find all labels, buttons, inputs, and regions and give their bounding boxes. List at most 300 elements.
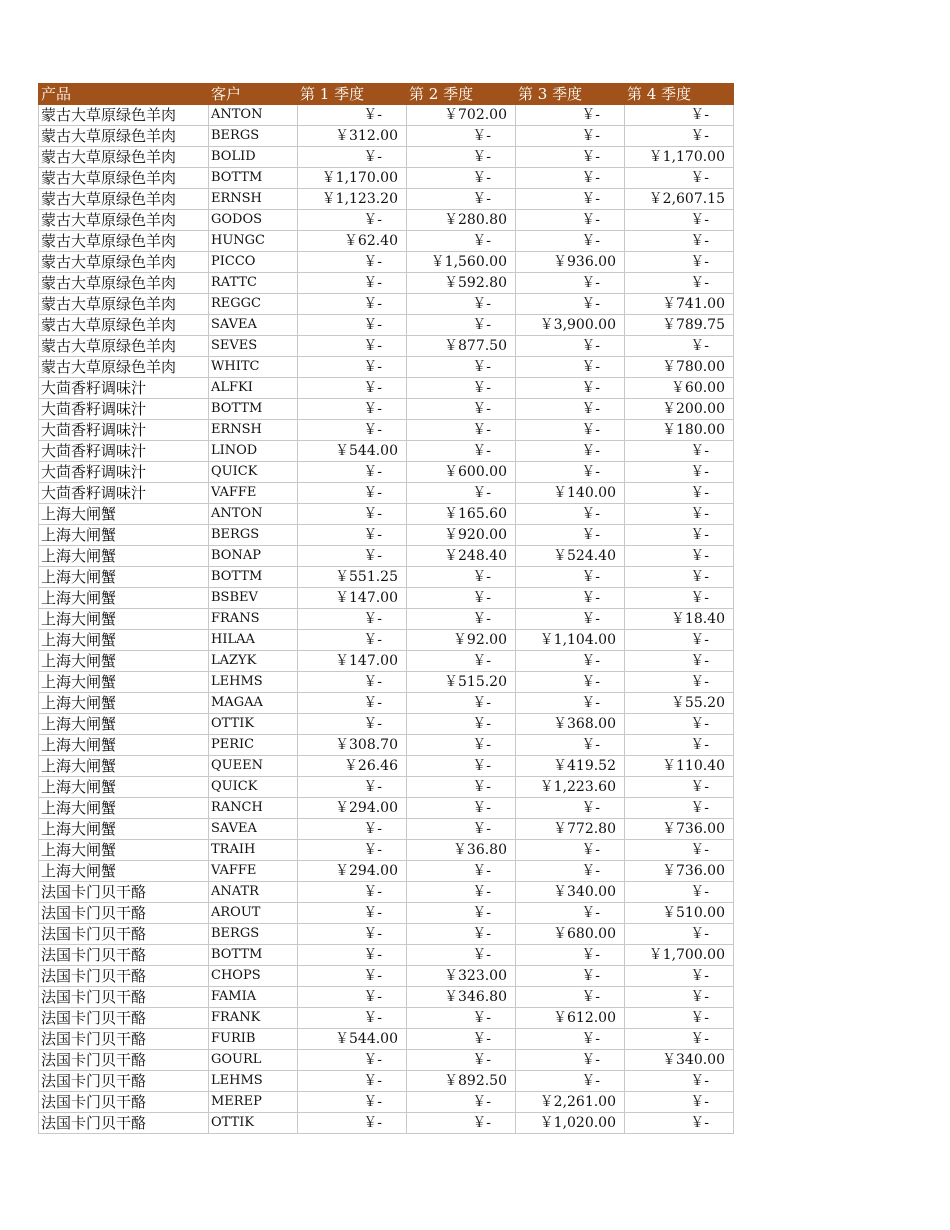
product-cell[interactable]: 法国卡门贝干酪: [39, 1113, 209, 1134]
q2-cell[interactable]: ￥165.60: [407, 504, 516, 525]
q2-cell[interactable]: ￥-: [407, 1113, 516, 1134]
q2-cell[interactable]: ￥248.40: [407, 546, 516, 567]
q1-cell[interactable]: ￥-: [298, 420, 407, 441]
q3-cell[interactable]: ￥-: [516, 651, 625, 672]
product-cell[interactable]: 法国卡门贝干酪: [39, 903, 209, 924]
customer-cell[interactable]: HILAA: [209, 630, 298, 651]
q1-cell[interactable]: ￥-: [298, 462, 407, 483]
customer-cell[interactable]: SAVEA: [209, 315, 298, 336]
q1-cell[interactable]: ￥1,123.20: [298, 189, 407, 210]
customer-cell[interactable]: ALFKI: [209, 378, 298, 399]
q4-cell[interactable]: ￥-: [625, 672, 734, 693]
q2-cell[interactable]: ￥-: [407, 378, 516, 399]
q1-cell[interactable]: ￥62.40: [298, 231, 407, 252]
q4-cell[interactable]: ￥-: [625, 987, 734, 1008]
q4-cell[interactable]: ￥-: [625, 210, 734, 231]
q3-cell[interactable]: ￥-: [516, 1071, 625, 1092]
q4-cell[interactable]: ￥-: [625, 462, 734, 483]
q3-cell[interactable]: ￥-: [516, 105, 625, 126]
q2-cell[interactable]: ￥-: [407, 189, 516, 210]
q1-cell[interactable]: ￥-: [298, 882, 407, 903]
header-q3[interactable]: 第 3 季度: [516, 84, 625, 105]
q4-cell[interactable]: ￥789.75: [625, 315, 734, 336]
q1-cell[interactable]: ￥-: [298, 1092, 407, 1113]
q1-cell[interactable]: ￥-: [298, 483, 407, 504]
q3-cell[interactable]: ￥-: [516, 210, 625, 231]
q3-cell[interactable]: ￥-: [516, 672, 625, 693]
product-cell[interactable]: 蒙古大草原绿色羊肉: [39, 273, 209, 294]
q1-cell[interactable]: ￥147.00: [298, 588, 407, 609]
q2-cell[interactable]: ￥92.00: [407, 630, 516, 651]
customer-cell[interactable]: CHOPS: [209, 966, 298, 987]
q4-cell[interactable]: ￥2,607.15: [625, 189, 734, 210]
q1-cell[interactable]: ￥-: [298, 1113, 407, 1134]
q1-cell[interactable]: ￥-: [298, 924, 407, 945]
q1-cell[interactable]: ￥-: [298, 966, 407, 987]
q4-cell[interactable]: ￥110.40: [625, 756, 734, 777]
header-q2[interactable]: 第 2 季度: [407, 84, 516, 105]
q1-cell[interactable]: ￥-: [298, 315, 407, 336]
q1-cell[interactable]: ￥-: [298, 504, 407, 525]
q4-cell[interactable]: ￥-: [625, 105, 734, 126]
product-cell[interactable]: 上海大闸蟹: [39, 630, 209, 651]
q4-cell[interactable]: ￥-: [625, 777, 734, 798]
q3-cell[interactable]: ￥-: [516, 609, 625, 630]
q3-cell[interactable]: ￥-: [516, 588, 625, 609]
q3-cell[interactable]: ￥1,104.00: [516, 630, 625, 651]
q3-cell[interactable]: ￥-: [516, 168, 625, 189]
q2-cell[interactable]: ￥892.50: [407, 1071, 516, 1092]
q4-cell[interactable]: ￥-: [625, 1113, 734, 1134]
product-cell[interactable]: 上海大闸蟹: [39, 546, 209, 567]
q3-cell[interactable]: ￥2,261.00: [516, 1092, 625, 1113]
q3-cell[interactable]: ￥-: [516, 1050, 625, 1071]
q4-cell[interactable]: ￥736.00: [625, 819, 734, 840]
q3-cell[interactable]: ￥-: [516, 987, 625, 1008]
q3-cell[interactable]: ￥-: [516, 945, 625, 966]
q3-cell[interactable]: ￥-: [516, 357, 625, 378]
q1-cell[interactable]: ￥-: [298, 336, 407, 357]
q2-cell[interactable]: ￥-: [407, 126, 516, 147]
q4-cell[interactable]: ￥-: [625, 630, 734, 651]
product-cell[interactable]: 上海大闸蟹: [39, 840, 209, 861]
product-cell[interactable]: 大茴香籽调味汁: [39, 462, 209, 483]
q2-cell[interactable]: ￥-: [407, 441, 516, 462]
q3-cell[interactable]: ￥-: [516, 798, 625, 819]
product-cell[interactable]: 法国卡门贝干酪: [39, 1029, 209, 1050]
q1-cell[interactable]: ￥544.00: [298, 441, 407, 462]
q4-cell[interactable]: ￥-: [625, 1008, 734, 1029]
product-cell[interactable]: 法国卡门贝干酪: [39, 882, 209, 903]
customer-cell[interactable]: VAFFE: [209, 483, 298, 504]
q4-cell[interactable]: ￥18.40: [625, 609, 734, 630]
customer-cell[interactable]: BONAP: [209, 546, 298, 567]
q4-cell[interactable]: ￥-: [625, 252, 734, 273]
q4-cell[interactable]: ￥-: [625, 882, 734, 903]
product-cell[interactable]: 上海大闸蟹: [39, 567, 209, 588]
q4-cell[interactable]: ￥-: [625, 441, 734, 462]
q2-cell[interactable]: ￥-: [407, 819, 516, 840]
q2-cell[interactable]: ￥-: [407, 1092, 516, 1113]
q4-cell[interactable]: ￥780.00: [625, 357, 734, 378]
q2-cell[interactable]: ￥-: [407, 567, 516, 588]
customer-cell[interactable]: FAMIA: [209, 987, 298, 1008]
customer-cell[interactable]: PICCO: [209, 252, 298, 273]
customer-cell[interactable]: REGGC: [209, 294, 298, 315]
product-cell[interactable]: 上海大闸蟹: [39, 819, 209, 840]
q3-cell[interactable]: ￥-: [516, 861, 625, 882]
q2-cell[interactable]: ￥280.80: [407, 210, 516, 231]
customer-cell[interactable]: BERGS: [209, 924, 298, 945]
q1-cell[interactable]: ￥-: [298, 819, 407, 840]
q4-cell[interactable]: ￥60.00: [625, 378, 734, 399]
product-cell[interactable]: 上海大闸蟹: [39, 714, 209, 735]
q1-cell[interactable]: ￥-: [298, 1008, 407, 1029]
product-cell[interactable]: 上海大闸蟹: [39, 756, 209, 777]
q4-cell[interactable]: ￥1,700.00: [625, 945, 734, 966]
q3-cell[interactable]: ￥3,900.00: [516, 315, 625, 336]
q1-cell[interactable]: ￥-: [298, 987, 407, 1008]
q3-cell[interactable]: ￥936.00: [516, 252, 625, 273]
q3-cell[interactable]: ￥140.00: [516, 483, 625, 504]
customer-cell[interactable]: TRAIH: [209, 840, 298, 861]
q1-cell[interactable]: ￥-: [298, 630, 407, 651]
q4-cell[interactable]: ￥-: [625, 588, 734, 609]
q1-cell[interactable]: ￥-: [298, 945, 407, 966]
product-cell[interactable]: 法国卡门贝干酪: [39, 1008, 209, 1029]
q3-cell[interactable]: ￥1,020.00: [516, 1113, 625, 1134]
q2-cell[interactable]: ￥-: [407, 924, 516, 945]
product-cell[interactable]: 法国卡门贝干酪: [39, 945, 209, 966]
q4-cell[interactable]: ￥-: [625, 798, 734, 819]
customer-cell[interactable]: FRANK: [209, 1008, 298, 1029]
q4-cell[interactable]: ￥-: [625, 168, 734, 189]
q2-cell[interactable]: ￥-: [407, 357, 516, 378]
q3-cell[interactable]: ￥-: [516, 966, 625, 987]
q4-cell[interactable]: ￥-: [625, 924, 734, 945]
q1-cell[interactable]: ￥-: [298, 693, 407, 714]
q1-cell[interactable]: ￥-: [298, 294, 407, 315]
product-cell[interactable]: 法国卡门贝干酪: [39, 924, 209, 945]
q4-cell[interactable]: ￥-: [625, 1092, 734, 1113]
customer-cell[interactable]: BOTTM: [209, 945, 298, 966]
q1-cell[interactable]: ￥308.70: [298, 735, 407, 756]
product-cell[interactable]: 法国卡门贝干酪: [39, 966, 209, 987]
q1-cell[interactable]: ￥-: [298, 105, 407, 126]
product-cell[interactable]: 蒙古大草原绿色羊肉: [39, 336, 209, 357]
customer-cell[interactable]: FRANS: [209, 609, 298, 630]
q2-cell[interactable]: ￥920.00: [407, 525, 516, 546]
product-cell[interactable]: 法国卡门贝干酪: [39, 1092, 209, 1113]
q3-cell[interactable]: ￥612.00: [516, 1008, 625, 1029]
q2-cell[interactable]: ￥592.80: [407, 273, 516, 294]
customer-cell[interactable]: BSBEV: [209, 588, 298, 609]
q2-cell[interactable]: ￥-: [407, 294, 516, 315]
q1-cell[interactable]: ￥551.25: [298, 567, 407, 588]
customer-cell[interactable]: OTTIK: [209, 714, 298, 735]
q1-cell[interactable]: ￥-: [298, 273, 407, 294]
q3-cell[interactable]: ￥1,223.60: [516, 777, 625, 798]
q1-cell[interactable]: ￥-: [298, 777, 407, 798]
q1-cell[interactable]: ￥26.46: [298, 756, 407, 777]
q2-cell[interactable]: ￥877.50: [407, 336, 516, 357]
customer-cell[interactable]: LAZYK: [209, 651, 298, 672]
q4-cell[interactable]: ￥741.00: [625, 294, 734, 315]
product-cell[interactable]: 大茴香籽调味汁: [39, 483, 209, 504]
product-cell[interactable]: 法国卡门贝干酪: [39, 1050, 209, 1071]
q4-cell[interactable]: ￥-: [625, 714, 734, 735]
q4-cell[interactable]: ￥-: [625, 1029, 734, 1050]
q2-cell[interactable]: ￥-: [407, 861, 516, 882]
q1-cell[interactable]: ￥-: [298, 546, 407, 567]
customer-cell[interactable]: QUICK: [209, 462, 298, 483]
product-cell[interactable]: 上海大闸蟹: [39, 693, 209, 714]
q3-cell[interactable]: ￥524.40: [516, 546, 625, 567]
product-cell[interactable]: 蒙古大草原绿色羊肉: [39, 315, 209, 336]
q2-cell[interactable]: ￥1,560.00: [407, 252, 516, 273]
q2-cell[interactable]: ￥-: [407, 798, 516, 819]
product-cell[interactable]: 上海大闸蟹: [39, 672, 209, 693]
customer-cell[interactable]: GODOS: [209, 210, 298, 231]
q4-cell[interactable]: ￥-: [625, 840, 734, 861]
product-cell[interactable]: 上海大闸蟹: [39, 525, 209, 546]
q2-cell[interactable]: ￥-: [407, 399, 516, 420]
product-cell[interactable]: 蒙古大草原绿色羊肉: [39, 126, 209, 147]
q3-cell[interactable]: ￥-: [516, 231, 625, 252]
q2-cell[interactable]: ￥-: [407, 735, 516, 756]
q3-cell[interactable]: ￥340.00: [516, 882, 625, 903]
q1-cell[interactable]: ￥-: [298, 147, 407, 168]
q4-cell[interactable]: ￥-: [625, 336, 734, 357]
q2-cell[interactable]: ￥-: [407, 882, 516, 903]
product-cell[interactable]: 上海大闸蟹: [39, 861, 209, 882]
q3-cell[interactable]: ￥680.00: [516, 924, 625, 945]
q3-cell[interactable]: ￥-: [516, 567, 625, 588]
q1-cell[interactable]: ￥294.00: [298, 798, 407, 819]
q3-cell[interactable]: ￥-: [516, 189, 625, 210]
q2-cell[interactable]: ￥-: [407, 483, 516, 504]
q1-cell[interactable]: ￥147.00: [298, 651, 407, 672]
q3-cell[interactable]: ￥772.80: [516, 819, 625, 840]
q1-cell[interactable]: ￥544.00: [298, 1029, 407, 1050]
q2-cell[interactable]: ￥-: [407, 420, 516, 441]
customer-cell[interactable]: PERIC: [209, 735, 298, 756]
q2-cell[interactable]: ￥-: [407, 588, 516, 609]
customer-cell[interactable]: RATTC: [209, 273, 298, 294]
q2-cell[interactable]: ￥-: [407, 651, 516, 672]
customer-cell[interactable]: QUICK: [209, 777, 298, 798]
q4-cell[interactable]: ￥-: [625, 231, 734, 252]
q2-cell[interactable]: ￥-: [407, 1008, 516, 1029]
q3-cell[interactable]: ￥-: [516, 399, 625, 420]
q3-cell[interactable]: ￥-: [516, 462, 625, 483]
product-cell[interactable]: 蒙古大草原绿色羊肉: [39, 105, 209, 126]
customer-cell[interactable]: VAFFE: [209, 861, 298, 882]
q4-cell[interactable]: ￥200.00: [625, 399, 734, 420]
customer-cell[interactable]: MEREP: [209, 1092, 298, 1113]
product-cell[interactable]: 蒙古大草原绿色羊肉: [39, 210, 209, 231]
customer-cell[interactable]: BERGS: [209, 525, 298, 546]
q2-cell[interactable]: ￥-: [407, 945, 516, 966]
customer-cell[interactable]: SEVES: [209, 336, 298, 357]
q3-cell[interactable]: ￥-: [516, 525, 625, 546]
customer-cell[interactable]: GOURL: [209, 1050, 298, 1071]
q2-cell[interactable]: ￥600.00: [407, 462, 516, 483]
q2-cell[interactable]: ￥-: [407, 693, 516, 714]
q3-cell[interactable]: ￥-: [516, 441, 625, 462]
q2-cell[interactable]: ￥-: [407, 1029, 516, 1050]
customer-cell[interactable]: ERNSH: [209, 189, 298, 210]
q1-cell[interactable]: ￥-: [298, 525, 407, 546]
header-customer[interactable]: 客户: [209, 84, 298, 105]
q1-cell[interactable]: ￥-: [298, 1071, 407, 1092]
q3-cell[interactable]: ￥-: [516, 504, 625, 525]
product-cell[interactable]: 大茴香籽调味汁: [39, 378, 209, 399]
q2-cell[interactable]: ￥-: [407, 315, 516, 336]
customer-cell[interactable]: ANTON: [209, 504, 298, 525]
customer-cell[interactable]: RANCH: [209, 798, 298, 819]
q3-cell[interactable]: ￥-: [516, 735, 625, 756]
product-cell[interactable]: 蒙古大草原绿色羊肉: [39, 294, 209, 315]
q2-cell[interactable]: ￥-: [407, 756, 516, 777]
q1-cell[interactable]: ￥-: [298, 210, 407, 231]
product-cell[interactable]: 大茴香籽调味汁: [39, 441, 209, 462]
q4-cell[interactable]: ￥736.00: [625, 861, 734, 882]
q2-cell[interactable]: ￥346.80: [407, 987, 516, 1008]
product-cell[interactable]: 蒙古大草原绿色羊肉: [39, 357, 209, 378]
q1-cell[interactable]: ￥-: [298, 840, 407, 861]
q2-cell[interactable]: ￥-: [407, 168, 516, 189]
product-cell[interactable]: 蒙古大草原绿色羊肉: [39, 147, 209, 168]
q4-cell[interactable]: ￥180.00: [625, 420, 734, 441]
q1-cell[interactable]: ￥1,170.00: [298, 168, 407, 189]
q3-cell[interactable]: ￥-: [516, 273, 625, 294]
product-cell[interactable]: 大茴香籽调味汁: [39, 399, 209, 420]
customer-cell[interactable]: WHITC: [209, 357, 298, 378]
product-cell[interactable]: 蒙古大草原绿色羊肉: [39, 189, 209, 210]
q4-cell[interactable]: ￥-: [625, 966, 734, 987]
product-cell[interactable]: 上海大闸蟹: [39, 588, 209, 609]
customer-cell[interactable]: FURIB: [209, 1029, 298, 1050]
q2-cell[interactable]: ￥-: [407, 903, 516, 924]
q2-cell[interactable]: ￥-: [407, 231, 516, 252]
q1-cell[interactable]: ￥-: [298, 378, 407, 399]
q4-cell[interactable]: ￥-: [625, 546, 734, 567]
customer-cell[interactable]: LEHMS: [209, 1071, 298, 1092]
q3-cell[interactable]: ￥-: [516, 693, 625, 714]
q3-cell[interactable]: ￥-: [516, 1029, 625, 1050]
q4-cell[interactable]: ￥-: [625, 273, 734, 294]
q4-cell[interactable]: ￥510.00: [625, 903, 734, 924]
q1-cell[interactable]: ￥-: [298, 252, 407, 273]
q2-cell[interactable]: ￥515.20: [407, 672, 516, 693]
q4-cell[interactable]: ￥-: [625, 504, 734, 525]
customer-cell[interactable]: BERGS: [209, 126, 298, 147]
customer-cell[interactable]: BOTTM: [209, 399, 298, 420]
customer-cell[interactable]: MAGAA: [209, 693, 298, 714]
q4-cell[interactable]: ￥-: [625, 126, 734, 147]
customer-cell[interactable]: SAVEA: [209, 819, 298, 840]
q4-cell[interactable]: ￥-: [625, 525, 734, 546]
q4-cell[interactable]: ￥55.20: [625, 693, 734, 714]
q1-cell[interactable]: ￥-: [298, 357, 407, 378]
q3-cell[interactable]: ￥-: [516, 420, 625, 441]
q4-cell[interactable]: ￥-: [625, 651, 734, 672]
product-cell[interactable]: 上海大闸蟹: [39, 798, 209, 819]
customer-cell[interactable]: ERNSH: [209, 420, 298, 441]
q4-cell[interactable]: ￥-: [625, 1071, 734, 1092]
q3-cell[interactable]: ￥419.52: [516, 756, 625, 777]
q2-cell[interactable]: ￥36.80: [407, 840, 516, 861]
product-cell[interactable]: 法国卡门贝干酪: [39, 987, 209, 1008]
customer-cell[interactable]: BOTTM: [209, 567, 298, 588]
q2-cell[interactable]: ￥-: [407, 609, 516, 630]
product-cell[interactable]: 上海大闸蟹: [39, 504, 209, 525]
customer-cell[interactable]: LEHMS: [209, 672, 298, 693]
header-q1[interactable]: 第 1 季度: [298, 84, 407, 105]
q1-cell[interactable]: ￥-: [298, 714, 407, 735]
customer-cell[interactable]: QUEEN: [209, 756, 298, 777]
q3-cell[interactable]: ￥-: [516, 294, 625, 315]
q4-cell[interactable]: ￥340.00: [625, 1050, 734, 1071]
q2-cell[interactable]: ￥323.00: [407, 966, 516, 987]
q1-cell[interactable]: ￥312.00: [298, 126, 407, 147]
q3-cell[interactable]: ￥368.00: [516, 714, 625, 735]
q3-cell[interactable]: ￥-: [516, 378, 625, 399]
q2-cell[interactable]: ￥-: [407, 777, 516, 798]
header-product[interactable]: 产品: [39, 84, 209, 105]
q4-cell[interactable]: ￥-: [625, 735, 734, 756]
q1-cell[interactable]: ￥294.00: [298, 861, 407, 882]
customer-cell[interactable]: BOLID: [209, 147, 298, 168]
q1-cell[interactable]: ￥-: [298, 672, 407, 693]
product-cell[interactable]: 大茴香籽调味汁: [39, 420, 209, 441]
q2-cell[interactable]: ￥-: [407, 714, 516, 735]
customer-cell[interactable]: AROUT: [209, 903, 298, 924]
q2-cell[interactable]: ￥702.00: [407, 105, 516, 126]
product-cell[interactable]: 法国卡门贝干酪: [39, 1071, 209, 1092]
product-cell[interactable]: 蒙古大草原绿色羊肉: [39, 168, 209, 189]
q4-cell[interactable]: ￥1,170.00: [625, 147, 734, 168]
customer-cell[interactable]: ANATR: [209, 882, 298, 903]
product-cell[interactable]: 蒙古大草原绿色羊肉: [39, 252, 209, 273]
q1-cell[interactable]: ￥-: [298, 609, 407, 630]
q4-cell[interactable]: ￥-: [625, 567, 734, 588]
customer-cell[interactable]: LINOD: [209, 441, 298, 462]
q3-cell[interactable]: ￥-: [516, 840, 625, 861]
q1-cell[interactable]: ￥-: [298, 1050, 407, 1071]
q4-cell[interactable]: ￥-: [625, 483, 734, 504]
q3-cell[interactable]: ￥-: [516, 336, 625, 357]
q3-cell[interactable]: ￥-: [516, 903, 625, 924]
product-cell[interactable]: 蒙古大草原绿色羊肉: [39, 231, 209, 252]
customer-cell[interactable]: ANTON: [209, 105, 298, 126]
q3-cell[interactable]: ￥-: [516, 126, 625, 147]
customer-cell[interactable]: HUNGC: [209, 231, 298, 252]
header-q4[interactable]: 第 4 季度: [625, 84, 734, 105]
product-cell[interactable]: 上海大闸蟹: [39, 609, 209, 630]
q1-cell[interactable]: ￥-: [298, 399, 407, 420]
q2-cell[interactable]: ￥-: [407, 147, 516, 168]
product-cell[interactable]: 上海大闸蟹: [39, 735, 209, 756]
product-cell[interactable]: 上海大闸蟹: [39, 651, 209, 672]
customer-cell[interactable]: OTTIK: [209, 1113, 298, 1134]
customer-cell[interactable]: BOTTM: [209, 168, 298, 189]
q3-cell[interactable]: ￥-: [516, 147, 625, 168]
q2-cell[interactable]: ￥-: [407, 1050, 516, 1071]
q1-cell[interactable]: ￥-: [298, 903, 407, 924]
product-cell[interactable]: 上海大闸蟹: [39, 777, 209, 798]
